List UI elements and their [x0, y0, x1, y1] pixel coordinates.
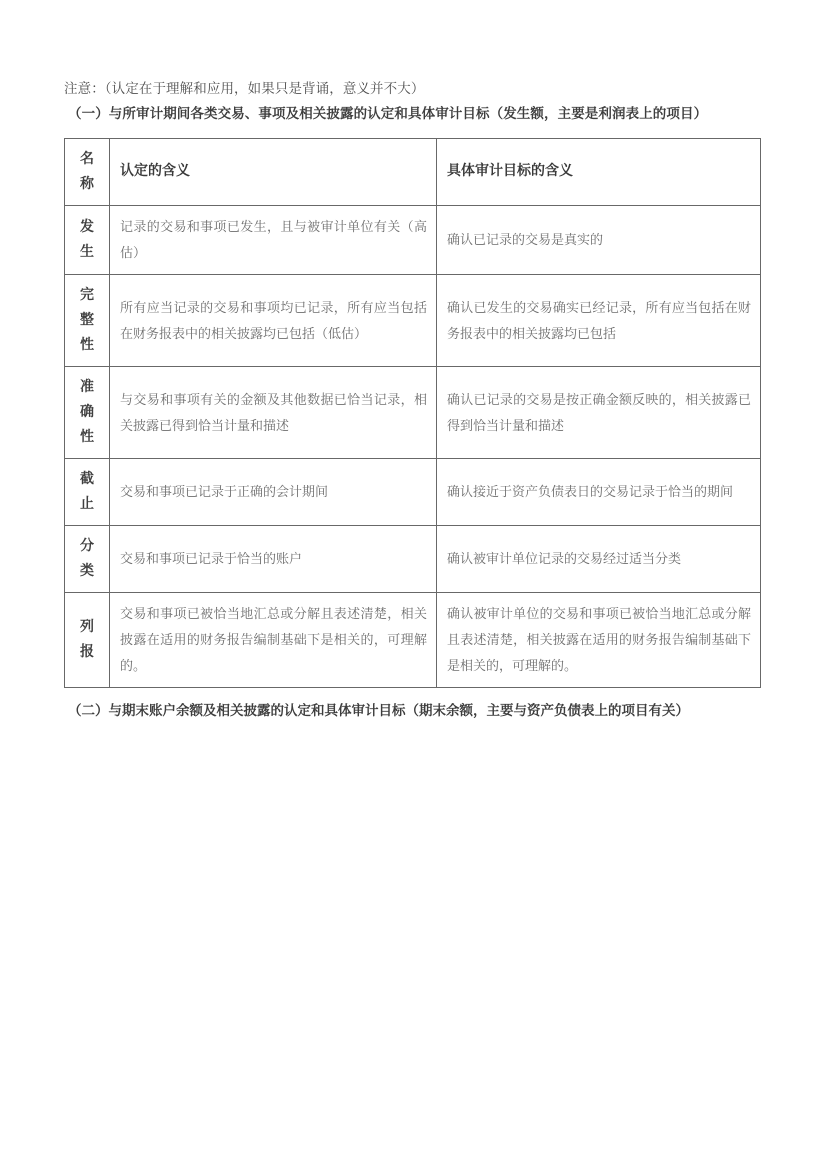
row-name-char: 确	[80, 405, 94, 420]
cell-audit-objective: 确认接近于资产负债表日的交易记录于恰当的期间	[437, 459, 761, 526]
row-name-completeness	[65, 275, 110, 367]
cell-audit-objective: 确认被审计单位的交易和事项已被恰当地汇总或分解且表述清楚，相关披露在适用的财务报告编制基础下是相关的，可理解的。	[437, 593, 761, 688]
table-row	[65, 593, 761, 688]
row-name-char: 类	[80, 564, 94, 579]
document-content	[64, 76, 760, 723]
note-line: 注意：（认定在于理解和应用，如果只是背诵，意义并不大）	[64, 81, 425, 96]
header-name-char-2: 称	[80, 177, 94, 192]
row-name-presentation	[65, 593, 110, 688]
header-cell-audit-objective: 具体审计目标的含义	[437, 139, 761, 206]
row-name-char: 发	[80, 220, 94, 235]
row-name-char: 止	[80, 497, 94, 512]
section-two-heading: （二）与期末账户余额及相关披露的认定和具体审计目标（期末余额，主要与资产负债表上的项目有关）	[68, 703, 689, 718]
table-row	[65, 275, 761, 367]
row-name-char: 分	[80, 539, 94, 554]
row-name-char: 完	[80, 288, 94, 303]
table-row	[65, 206, 761, 275]
cell-assertion-meaning: 交易和事项已记录于恰当的账户	[110, 526, 437, 593]
row-name-char: 列	[80, 620, 94, 635]
cell-audit-objective: 确认被审计单位记录的交易经过适当分类	[437, 526, 761, 593]
cell-audit-objective: 确认已记录的交易是按正确金额反映的，相关披露已得到恰当计量和描述	[437, 367, 761, 459]
cell-assertion-meaning: 记录的交易和事项已发生，且与被审计单位有关（高估）	[110, 206, 437, 275]
header-cell-name	[65, 139, 110, 206]
cell-audit-objective: 确认已记录的交易是真实的	[437, 206, 761, 275]
table-row	[65, 459, 761, 526]
row-name-char: 生	[80, 245, 94, 260]
section-one-heading: （一）与所审计期间各类交易、事项及相关披露的认定和具体审计目标（发生额，主要是利润表上的项目）	[68, 106, 708, 121]
row-name-char: 性	[80, 430, 94, 445]
table-row	[65, 367, 761, 459]
row-name-accuracy	[65, 367, 110, 459]
table-header-row	[65, 139, 761, 206]
row-name-classification	[65, 526, 110, 593]
table-row	[65, 526, 761, 593]
row-name-char: 整	[80, 313, 94, 328]
cell-assertion-meaning: 与交易和事项有关的金额及其他数据已恰当记录，相关披露已得到恰当计量和描述	[110, 367, 437, 459]
cell-assertion-meaning: 交易和事项已记录于正确的会计期间	[110, 459, 437, 526]
header-cell-assertion-meaning: 认定的含义	[110, 139, 437, 206]
header-name-char-1: 名	[80, 152, 94, 167]
assertions-table	[64, 138, 761, 688]
row-name-cutoff	[65, 459, 110, 526]
row-name-char: 准	[80, 380, 94, 395]
row-name-char: 性	[80, 338, 94, 353]
row-name-char: 截	[80, 472, 94, 487]
row-name-occurrence	[65, 206, 110, 275]
cell-assertion-meaning: 所有应当记录的交易和事项均已记录，所有应当包括在财务报表中的相关披露均已包括（低估）	[110, 275, 437, 367]
row-name-char: 报	[80, 645, 94, 660]
cell-audit-objective: 确认已发生的交易确实已经记录，所有应当包括在财务报表中的相关披露均已包括	[437, 275, 761, 367]
cell-assertion-meaning: 交易和事项已被恰当地汇总或分解且表述清楚，相关披露在适用的财务报告编制基础下是相关的，可理解的。	[110, 593, 437, 688]
